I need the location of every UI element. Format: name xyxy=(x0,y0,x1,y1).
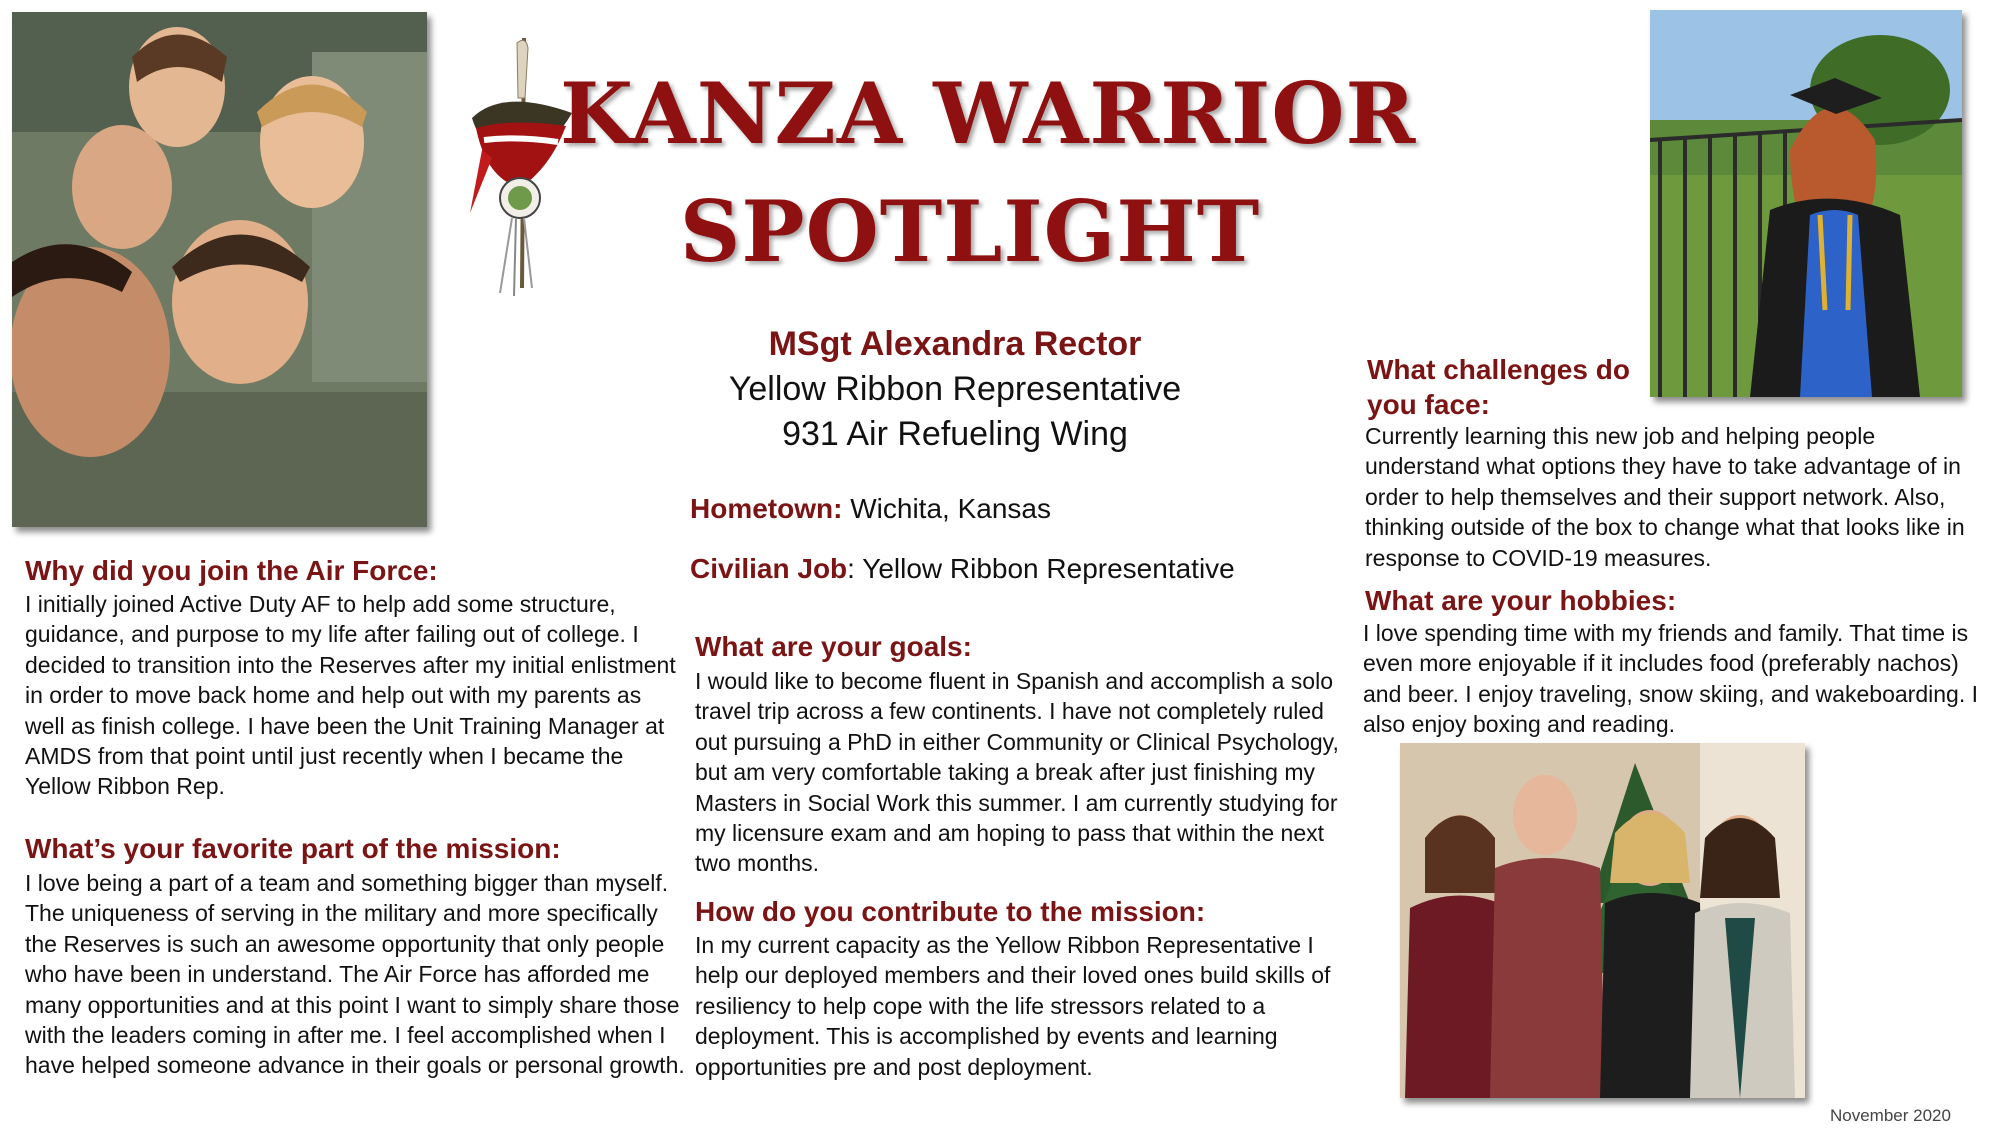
why-join-heading: Why did you join the Air Force: xyxy=(25,555,438,586)
contribute-body: In my current capacity as the Yellow Ribbon Representative I help our deployed members and their loved ones build skills of resiliency to help cope with the life stressors related to a deployment. This is accomplished by events and learning opportunities pre and post deployment. xyxy=(695,932,1331,1080)
challenges-heading-line-2: you face: xyxy=(1367,389,1490,420)
group-selfie-photo xyxy=(12,12,427,527)
hometown-value: Wichita, Kansas xyxy=(842,493,1051,524)
profile-unit: 931 Air Refueling Wing xyxy=(782,415,1128,453)
hobbies-heading: What are your hobbies: xyxy=(1365,585,1677,616)
favorite-part-body: I love being a part of a team and something bigger than myself. The uniqueness of serving in the military and more specifically the Reserves is such an awesome opportunity that only people who have been in understand. The Air Force has afforded me many opportunities and at this point I want to simply share those with the leaders coming in after me. I feel accomplished when I have helped someone advance in their goals or personal growth. xyxy=(25,870,685,1079)
civilian-job-row xyxy=(690,552,1235,586)
profile-position: Yellow Ribbon Representative xyxy=(728,370,1182,408)
challenges-heading xyxy=(1367,352,1630,422)
contribute-heading: How do you contribute to the mission: xyxy=(695,896,1206,927)
profile-block xyxy=(660,322,1250,457)
challenges-body: Currently learning this new job and helping people understand what options they have to take advantage of in order to help themselves and their support network. Also, thinking outside of the box to change what that looks like in response to COVID-19 measures. xyxy=(1365,423,1965,571)
why-join-body: I initially joined Active Duty AF to help add some structure, guidance, and purpose to my life after failing out of college. I decided to transition into the Reserves after my initial enlistment in order to move back home and help out with my parents as well as finish college. I have been the Unit Training Manager at AMDS from that point until just recently when I became the Yellow Ribbon Rep. xyxy=(25,591,676,800)
footer-date: November 2020 xyxy=(1830,1106,1951,1125)
title-line-1: KANZA WARRIOR xyxy=(560,64,1417,163)
civilian-job-label: Civilian Job xyxy=(690,553,848,584)
favorite-part-heading: What’s your favorite part of the mission: xyxy=(25,833,561,864)
hometown-label: Hometown: xyxy=(690,493,843,524)
graduation-photo xyxy=(1650,10,1962,397)
challenges-heading-line-1: What challenges do xyxy=(1367,354,1630,385)
title-line-2: SPOTLIGHT xyxy=(679,182,1261,281)
hometown-row xyxy=(690,492,1051,526)
goals-heading: What are your goals: xyxy=(695,631,972,662)
family-photo xyxy=(1400,743,1805,1098)
civilian-job-value: : Yellow Ribbon Representative xyxy=(847,553,1235,584)
hobbies-body: I love spending time with my friends and family. That time is even more enjoyable if it includes food (preferably nachos) and beer. I enjoy traveling, snow skiing, and wakeboarding. I also enjoy boxing and reading. xyxy=(1363,620,1978,738)
goals-body: I would like to become fluent in Spanish and accomplish a solo travel trip across a few continents. I have not completely ruled out pursuing a PhD in either Community or Clinical Psychology, but am very comfortable taking a break after just finishing my Masters in Social Work this summer. I am currently studying for my licensure exam and am hoping to pass that within the next two months. xyxy=(695,668,1339,877)
profile-name: MSgt Alexandra Rector xyxy=(768,325,1142,363)
